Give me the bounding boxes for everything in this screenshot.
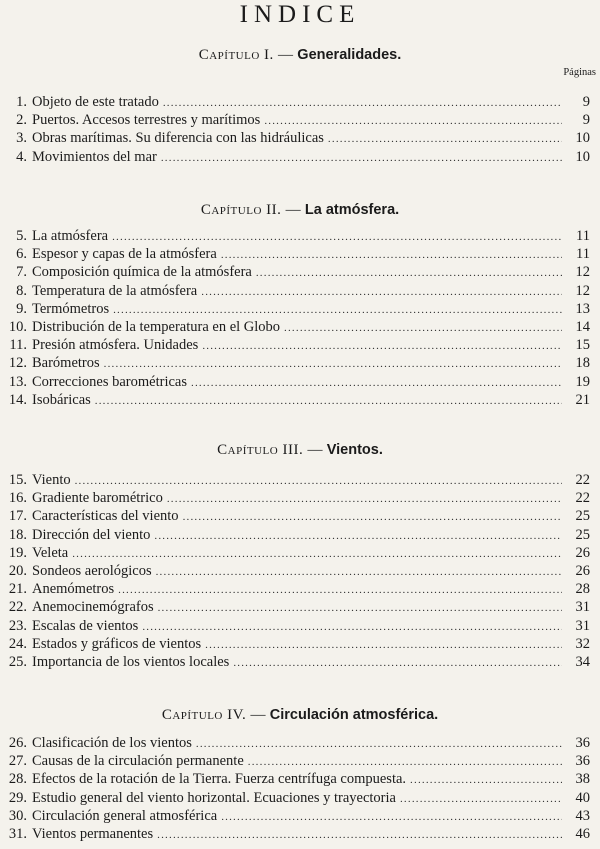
entry-title: Barómetros: [32, 355, 100, 372]
dot-leader: [400, 791, 562, 808]
entry-title: Viento: [32, 472, 71, 488]
entry-number: 24.: [8, 635, 27, 652]
entry-number: 21.: [8, 581, 27, 598]
entry-number: 8.: [16, 282, 27, 299]
entry-number: 25.: [8, 654, 27, 670]
toc-entry: [4, 563, 590, 580]
entry-title: Veleta: [32, 544, 69, 561]
dot-leader: [156, 564, 562, 581]
dot-leader: [113, 302, 562, 319]
dot-leader: [191, 375, 562, 392]
entry-number: 28.: [8, 771, 27, 788]
toc-entry: [4, 527, 590, 544]
dot-leader: [142, 619, 562, 636]
chapter-heading: [0, 200, 600, 220]
chapter-label: Capítulo IV. —: [161, 707, 267, 723]
entry-page-number: 40: [575, 789, 590, 806]
entry-page-number: 36: [575, 753, 590, 770]
dot-leader: [264, 113, 562, 130]
entry-page-number: 11: [576, 228, 590, 244]
entry-page-number: 13: [575, 300, 590, 317]
entry-number: 14.: [8, 391, 27, 408]
entry-title: Anemómetros: [32, 581, 115, 598]
toc-entry: [4, 771, 590, 788]
dot-leader: [75, 473, 562, 490]
entry-number: 4.: [16, 148, 27, 165]
chapter-label: Capítulo I. —: [198, 47, 294, 63]
entry-page-number: 9: [582, 112, 590, 129]
toc-entry: [4, 130, 590, 147]
entry-page-number: 38: [575, 771, 590, 788]
dot-leader: [410, 772, 562, 789]
toc-entry: [4, 808, 590, 825]
entry-number: 9.: [16, 300, 27, 317]
entry-title: Efectos de la rotación de la Tierra. Fuerza centrífuga compuesta.: [32, 771, 407, 788]
dot-leader: [154, 528, 562, 545]
chapter-label: Capítulo III. —: [217, 442, 323, 458]
entry-page-number: 15: [575, 337, 590, 354]
entry-page-number: 19: [575, 373, 590, 390]
toc-entry: [4, 355, 590, 372]
chapter-label: Capítulo II. —: [200, 202, 302, 218]
toc-entry: [4, 545, 590, 562]
entry-title: Causas de la circulación permanente: [32, 753, 244, 770]
entry-number: 1.: [16, 94, 27, 110]
entry-page-number: 18: [575, 355, 590, 372]
dot-leader: [201, 284, 562, 301]
dot-leader: [183, 509, 562, 526]
entry-number: 29.: [8, 789, 27, 806]
entry-title: Espesor y capas de la atmósfera: [32, 246, 217, 263]
entry-number: 18.: [8, 526, 27, 543]
dot-leader: [161, 150, 562, 167]
entry-page-number: 10: [575, 130, 590, 147]
entry-title: Temperatura de la atmósfera: [32, 282, 198, 299]
entry-page-number: 25: [575, 526, 590, 543]
entry-title: Dirección del viento: [32, 526, 151, 543]
entry-title: Correcciones barométricas: [32, 373, 187, 390]
entry-page-number: 22: [575, 472, 590, 488]
entry-number: 5.: [16, 228, 27, 244]
toc-entry: [4, 149, 590, 166]
entry-page-number: 36: [575, 735, 590, 751]
entry-page-number: 14: [575, 319, 590, 335]
entry-page-number: 28: [575, 581, 590, 598]
dot-leader: [233, 655, 562, 672]
entry-number: 17.: [8, 508, 27, 525]
entry-page-number: 22: [575, 490, 590, 507]
chapter-name: Generalidades.: [297, 47, 402, 63]
entry-title: Termómetros: [32, 300, 110, 317]
entry-page-number: 25: [575, 508, 590, 525]
dot-leader: [248, 754, 562, 771]
chapter-name: La atmósfera.: [304, 202, 400, 218]
chapter-heading: [0, 45, 600, 65]
entry-number: 15.: [8, 472, 27, 488]
dot-leader: [157, 827, 562, 844]
entry-number: 26.: [8, 735, 27, 751]
dot-leader: [221, 809, 562, 826]
entry-number: 20.: [8, 563, 27, 579]
toc-entry: [4, 94, 590, 111]
entry-title: Anemocinemógrafos: [32, 599, 154, 616]
entry-number: 2.: [16, 112, 27, 129]
entry-title: Clasificación de los vientos: [32, 735, 192, 751]
entry-title: Estados y gráficos de vientos: [32, 635, 202, 652]
entry-number: 6.: [16, 246, 27, 263]
dot-leader: [95, 393, 562, 410]
entry-page-number: 26: [575, 544, 590, 561]
entry-number: 19.: [8, 544, 27, 561]
dot-leader: [158, 600, 562, 617]
entry-title: Movimientos del mar: [32, 148, 157, 165]
toc-entry: [4, 654, 590, 671]
dot-leader: [196, 736, 562, 753]
entry-title: Importancia de los vientos locales: [32, 654, 230, 670]
entry-number: 30.: [8, 807, 27, 824]
toc-entry: [4, 246, 590, 263]
toc-entry: [4, 826, 590, 843]
entry-page-number: 34: [575, 654, 590, 670]
toc-entry: [4, 735, 590, 752]
entry-page-number: 31: [575, 617, 590, 634]
toc-entry: [4, 283, 590, 300]
entry-title: Circulación general atmosférica: [32, 807, 218, 824]
chapter-name: Vientos.: [326, 442, 383, 458]
toc-entry: [4, 264, 590, 281]
entry-page-number: 31: [575, 599, 590, 616]
entry-page-number: 43: [575, 807, 590, 824]
toc-entry: [4, 490, 590, 507]
entry-title: Sondeos aerológicos: [32, 563, 152, 579]
toc-entry: [4, 228, 590, 245]
dot-leader: [256, 265, 562, 282]
dot-leader: [202, 338, 562, 355]
entry-title: Características del viento: [32, 508, 179, 525]
dot-leader: [112, 229, 562, 246]
toc-entry: [4, 337, 590, 354]
entry-number: 13.: [8, 373, 27, 390]
entry-title: Isobáricas: [32, 391, 91, 408]
dot-leader: [167, 491, 562, 508]
entry-number: 10.: [8, 319, 27, 335]
toc-entry: [4, 790, 590, 807]
entry-number: 11.: [9, 337, 27, 354]
entry-number: 16.: [8, 490, 27, 507]
pages-column-header: Páginas: [563, 67, 596, 78]
page-title: INDICE: [239, 1, 361, 28]
toc-entry: [4, 374, 590, 391]
chapter-heading: [0, 440, 600, 460]
entry-number: 7.: [16, 264, 27, 281]
entry-title: Escalas de vientos: [32, 617, 139, 634]
entry-page-number: 26: [575, 563, 590, 579]
entry-title: Objeto de este tratado: [32, 94, 159, 110]
entry-title: Estudio general del viento horizontal. Ecuaciones y trayectoria: [32, 789, 396, 806]
dot-leader: [72, 546, 562, 563]
entry-page-number: 9: [582, 94, 590, 110]
dot-leader: [328, 131, 562, 148]
entry-number: 31.: [8, 826, 27, 842]
toc-entry: [4, 618, 590, 635]
toc-entry: [4, 599, 590, 616]
entry-title: Puertos. Accesos terrestres y marítimos: [32, 112, 261, 129]
toc-entry: [4, 392, 590, 409]
entry-title: La atmósfera: [32, 228, 109, 244]
entry-title: Presión atmósfera. Unidades: [32, 337, 199, 354]
entry-number: 12.: [8, 355, 27, 372]
entry-page-number: 10: [575, 148, 590, 165]
chapter-name: Circulación atmosférica.: [269, 707, 439, 723]
dot-leader: [284, 320, 562, 337]
entry-title: Obras marítimas. Su diferencia con las hidráulicas: [32, 130, 324, 147]
entry-page-number: 12: [575, 264, 590, 281]
chapter-heading: [0, 705, 600, 725]
entry-page-number: 46: [575, 826, 590, 842]
toc-entry: [4, 112, 590, 129]
entry-title: Gradiente barométrico: [32, 490, 163, 507]
entry-number: 22.: [8, 599, 27, 616]
entry-number: 27.: [8, 753, 27, 770]
toc-entry: [4, 636, 590, 653]
entry-page-number: 32: [575, 635, 590, 652]
entry-title: Composición química de la atmósfera: [32, 264, 252, 281]
entry-number: 23.: [8, 617, 27, 634]
entry-title: Vientos permanentes: [32, 826, 154, 842]
toc-entry: [4, 753, 590, 770]
toc-entry: [4, 581, 590, 598]
entry-page-number: 12: [575, 282, 590, 299]
entry-page-number: 11: [576, 246, 590, 263]
dot-leader: [118, 582, 562, 599]
entry-number: 3.: [16, 130, 27, 147]
toc-entry: [4, 472, 590, 489]
dot-leader: [221, 247, 562, 264]
toc-entry: [4, 301, 590, 318]
dot-leader: [163, 95, 562, 112]
dot-leader: [205, 637, 562, 654]
dot-leader: [104, 356, 562, 373]
toc-entry: [4, 319, 590, 336]
toc-entry: [4, 508, 590, 525]
entry-title: Distribución de la temperatura en el Globo: [32, 319, 281, 335]
entry-page-number: 21: [575, 391, 590, 408]
